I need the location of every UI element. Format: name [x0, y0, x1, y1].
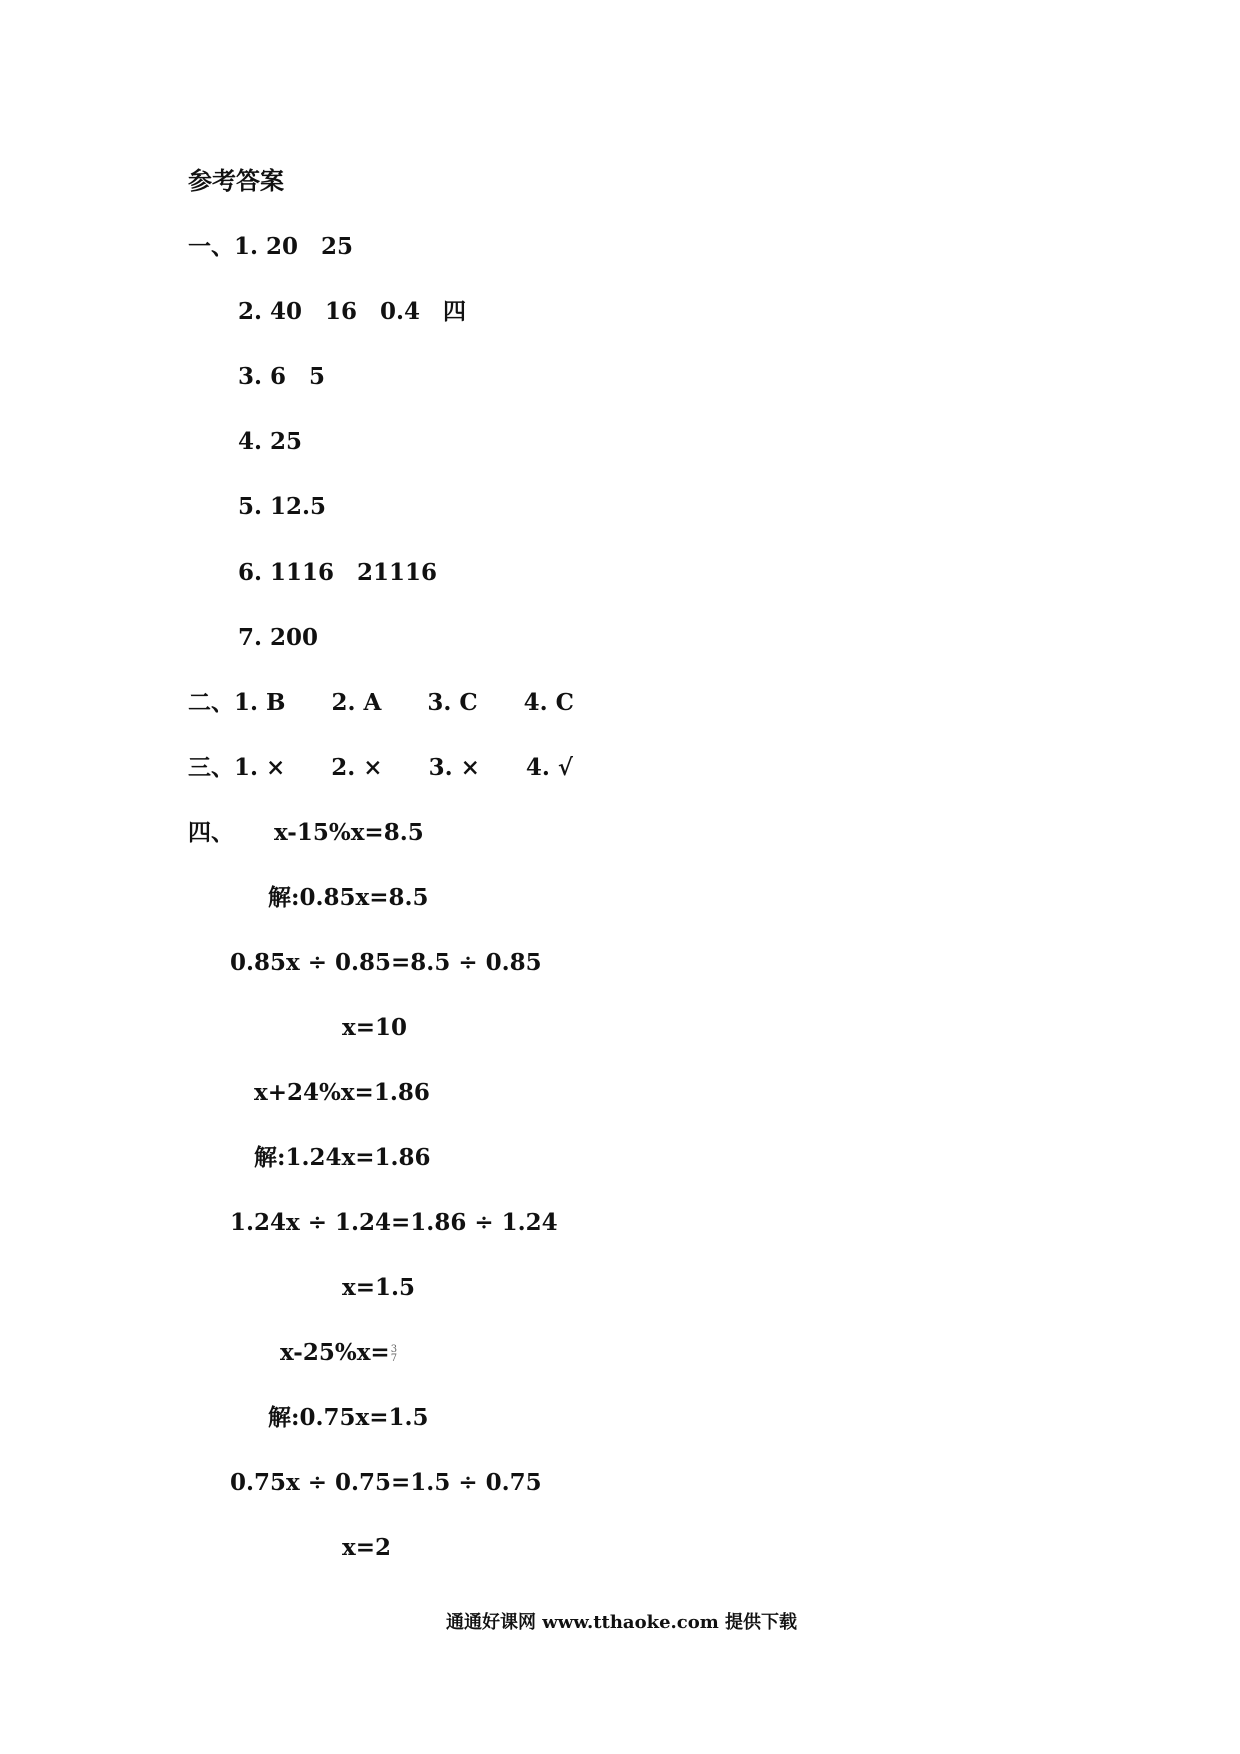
equation-3-step-2: 0.75x ÷ 0.75=1.5 ÷ 0.75	[230, 1469, 542, 1496]
page-title: 参考答案	[188, 166, 284, 195]
answer-1-1: 一、1. 20 25	[188, 233, 354, 260]
equation-2-step-1: 解:1.24x=1.86	[254, 1144, 431, 1171]
equation-3-problem-text: x-25%x=	[280, 1339, 390, 1366]
equation-2-result: x=1.5	[342, 1274, 415, 1301]
equation-1-step-1: 解:0.85x=8.5	[268, 884, 429, 911]
equation-3-problem	[280, 1338, 397, 1368]
section-2-answers: 二、1. B 2. A 3. C 4. C	[188, 689, 574, 716]
equation-1-result: x=10	[342, 1014, 407, 1041]
equation-3-step-1: 解:0.75x=1.5	[268, 1404, 429, 1431]
equation-3-result: x=2	[342, 1534, 391, 1561]
equation-1-problem: x-15%x=8.5	[274, 819, 424, 846]
answer-1-3: 3. 6 5	[238, 363, 326, 390]
section-4-label: 四、	[188, 819, 234, 846]
answer-1-4: 4. 25	[238, 428, 303, 455]
equation-1-step-2: 0.85x ÷ 0.85=8.5 ÷ 0.85	[230, 949, 542, 976]
answer-1-2: 2. 40 16 0.4 四	[238, 298, 467, 325]
equation-2-problem: x+24%x=1.86	[254, 1079, 430, 1106]
fraction	[391, 1345, 397, 1363]
answer-1-5: 5. 12.5	[238, 493, 327, 520]
answer-1-7: 7. 200	[238, 624, 319, 651]
section-3-answers: 三、1. × 2. × 3. × 4. √	[188, 754, 574, 781]
fraction-denominator: 7	[390, 1353, 398, 1364]
equation-2-step-2: 1.24x ÷ 1.24=1.86 ÷ 1.24	[230, 1209, 558, 1236]
footer-note: 通通好课网 www.tthaoke.com 提供下载	[446, 1612, 798, 1633]
fraction-numerator: 3	[390, 1344, 398, 1355]
answer-1-6: 6. 1116 21116	[238, 559, 438, 586]
